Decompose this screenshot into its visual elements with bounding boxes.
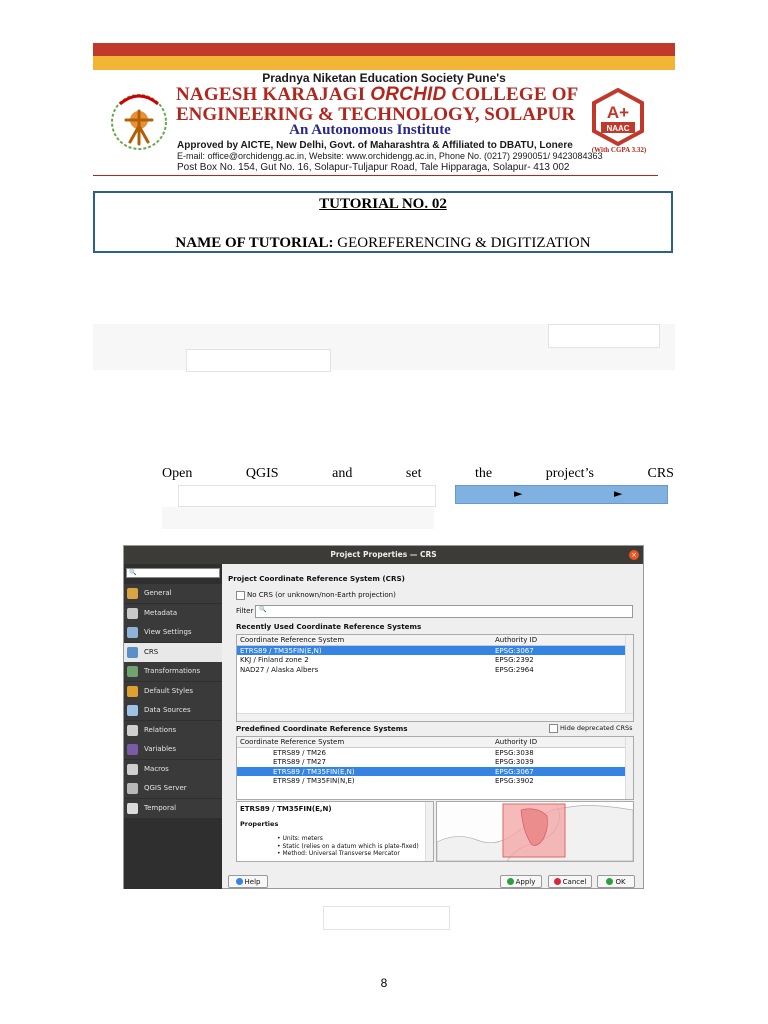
section-title: Project Coordinate Reference System (CRS) (228, 574, 405, 583)
sidebar-item-crs[interactable] (124, 643, 222, 662)
sidebar-item-view-settings[interactable] (124, 623, 222, 642)
crs-name: ETRS89 / TM35FIN(E,N) (240, 647, 322, 655)
server-icon (127, 783, 138, 794)
sidebar-item-temporal[interactable] (124, 799, 222, 818)
crs-name: ETRS89 / TM35FIN(N,E) (273, 777, 355, 786)
sidebar-item-label: Data Sources (144, 706, 191, 714)
tutorial-number: TUTORIAL NO. 02 (319, 196, 447, 212)
arrow-right-icon: ► (514, 487, 523, 500)
ghost-box (186, 349, 331, 372)
crs-authority: EPSG:2964 (495, 665, 534, 674)
project-properties-dialog (123, 545, 644, 889)
apply-button[interactable]: Apply (500, 875, 542, 888)
info-bullets: • Units: meters • Static (relies on a datum which is plate-fixed) • Method: Universal Transverse Mercator (277, 835, 419, 857)
sidebar-item-label: General (144, 589, 172, 597)
sidebar-item-label: CRS (144, 647, 159, 656)
map-preview-icon (437, 802, 633, 861)
sidebar-item-label: Transformations (144, 667, 201, 675)
tutorial-name: NAME OF TUTORIAL: GEOREFERENCING & DIGITIZATION (175, 235, 591, 251)
contact-line: E-mail: office@orchidengg.ac.in, Website: www.orchidengg.ac.in, Phone No. (0217) 2990051/ 9423084363 (177, 151, 603, 161)
ghost-box (178, 485, 436, 507)
table-row[interactable] (237, 757, 633, 766)
scrollbar[interactable] (625, 635, 633, 721)
sidebar-item-metadata[interactable] (124, 604, 222, 623)
check-icon (606, 878, 613, 885)
no-crs-label: No CRS (or unknown/non-Earth projection) (247, 591, 396, 599)
naac-badge-icon (590, 88, 646, 146)
cancel-button[interactable]: Cancel (548, 875, 592, 888)
crs-authority: EPSG:2392 (495, 656, 534, 665)
table-row[interactable] (237, 776, 633, 785)
scrollbar[interactable] (425, 802, 433, 861)
sidebar-item-transformations[interactable] (124, 662, 222, 681)
recent-crs-table (236, 634, 634, 722)
macros-icon (127, 764, 138, 775)
college-logo-icon (108, 84, 170, 158)
globe-icon (127, 647, 138, 658)
faint-text-block (162, 507, 434, 529)
help-button[interactable]: Help (228, 875, 268, 888)
sidebar-item-default-styles[interactable] (124, 682, 222, 701)
col-crs: Coordinate Reference System (240, 636, 345, 644)
cancel-icon (554, 878, 561, 885)
crs-authority: EPSG:3039 (495, 758, 534, 767)
crs-extent-map (436, 801, 634, 862)
sidebar-item-label: Relations (144, 725, 177, 734)
crs-info-pane (236, 801, 434, 862)
scrollbar[interactable] (237, 713, 633, 721)
sidebar-search-input[interactable] (126, 568, 220, 578)
relations-icon (127, 725, 138, 736)
crs-name: NAD27 / Alaska Albers (240, 665, 319, 674)
info-title: ETRS89 / TM35FIN(E,N) (240, 805, 332, 813)
naac-grade: A+ (606, 103, 630, 122)
dialog-title: Project Properties — CRS (124, 546, 643, 564)
crs-authority: EPSG:3038 (495, 749, 534, 757)
predef-title: Predefined Coordinate Reference Systems (236, 724, 408, 733)
col-auth: Authority ID (495, 636, 538, 644)
sidebar-item-qgis-server[interactable] (124, 779, 222, 798)
page-number: 8 (380, 976, 388, 990)
no-crs-checkbox[interactable] (236, 591, 245, 600)
approval-line: Approved by AICTE, New Delhi, Govt. of Maharashtra & Affiliated to DBATU, Lonere (177, 140, 573, 151)
filter-label: Filter (236, 607, 254, 615)
hide-deprecated-checkbox[interactable] (549, 724, 558, 733)
magnifier-icon: 🔍 (259, 606, 267, 613)
college-name-line2: ENGINEERING & TECHNOLOGY, SOLAPUR (176, 104, 576, 125)
sidebar-item-label: Macros (144, 764, 169, 773)
magnifier-icon: 🔍 (129, 569, 137, 576)
header-divider (93, 175, 658, 176)
college-name-line1: NAGESH KARAJAGI ORCHID COLLEGE OF (176, 84, 579, 105)
table-row[interactable] (237, 767, 633, 776)
sidebar-item-label: Default Styles (144, 686, 194, 695)
crs-authority: EPSG:3067 (495, 647, 534, 655)
table-header (237, 635, 633, 646)
close-icon[interactable]: × (629, 550, 639, 560)
table-row[interactable] (237, 646, 633, 655)
help-icon (236, 878, 243, 885)
recent-title: Recently Used Coordinate Reference Systems (236, 622, 422, 631)
crs-authority: EPSG:3067 (495, 767, 534, 776)
address-line: Post Box No. 154, Gut No. 16, Solapur-Tuljapur Road, Tale Hipparaga, Solapur- 413 002 (177, 162, 570, 173)
sidebar-item-label: View Settings (144, 628, 192, 636)
naac-label: NAAC (606, 124, 630, 133)
header-red-bar (93, 43, 675, 56)
table-row[interactable] (237, 665, 633, 674)
clock-icon (127, 803, 138, 814)
table-header (237, 737, 633, 748)
sidebar-item-label: Temporal (144, 803, 177, 812)
col-auth: Authority ID (495, 738, 538, 746)
info-properties: Properties (240, 820, 279, 828)
scrollbar[interactable] (625, 737, 633, 799)
crs-name: ETRS89 / TM27 (273, 758, 326, 767)
sidebar-item-general[interactable] (124, 584, 222, 603)
sidebar-item-relations[interactable] (124, 721, 222, 740)
sidebar-item-label: QGIS Server (144, 784, 187, 792)
ok-button[interactable]: OK (597, 875, 635, 888)
sidebar-item-label: Variables (144, 745, 176, 753)
styles-icon (127, 686, 138, 697)
crs-authority: EPSG:3902 (495, 777, 534, 786)
autonomous-label: An Autonomous Institute (289, 122, 451, 138)
transform-icon (127, 666, 138, 677)
filter-input[interactable] (255, 605, 633, 618)
sidebar-item-data-sources[interactable] (124, 701, 222, 720)
sidebar-item-variables[interactable] (124, 740, 222, 759)
properties-sidebar (124, 564, 222, 889)
col-crs: Coordinate Reference System (240, 738, 345, 746)
step-instruction: Open QGIS and set the project’s CRS (162, 466, 674, 481)
header-yellow-bar (93, 56, 675, 70)
metadata-icon (127, 608, 138, 619)
view-icon (127, 627, 138, 638)
table-row[interactable] (237, 748, 633, 757)
check-icon (507, 878, 514, 885)
variables-icon (127, 744, 138, 755)
table-icon (127, 705, 138, 716)
table-row[interactable] (237, 655, 633, 664)
ghost-box (548, 324, 660, 348)
naac-cgpa: (With CGPA 3.32) (591, 146, 647, 154)
menu-path-highlight (455, 485, 668, 504)
wrench-icon (127, 588, 138, 599)
crs-name: ETRS89 / TM35FIN(E,N) (273, 767, 355, 776)
ghost-box (323, 906, 450, 930)
crs-name: ETRS89 / TM26 (273, 749, 326, 757)
sidebar-item-label: Metadata (144, 608, 178, 617)
society-name: Pradnya Niketan Education Society Pune's (262, 71, 506, 85)
crs-name: KKJ / Finland zone 2 (240, 656, 309, 665)
hide-deprecated-label: Hide deprecated CRSs (560, 724, 633, 732)
sidebar-item-macros[interactable] (124, 760, 222, 779)
arrow-right-icon: ► (614, 487, 623, 500)
predefined-crs-table (236, 736, 634, 800)
